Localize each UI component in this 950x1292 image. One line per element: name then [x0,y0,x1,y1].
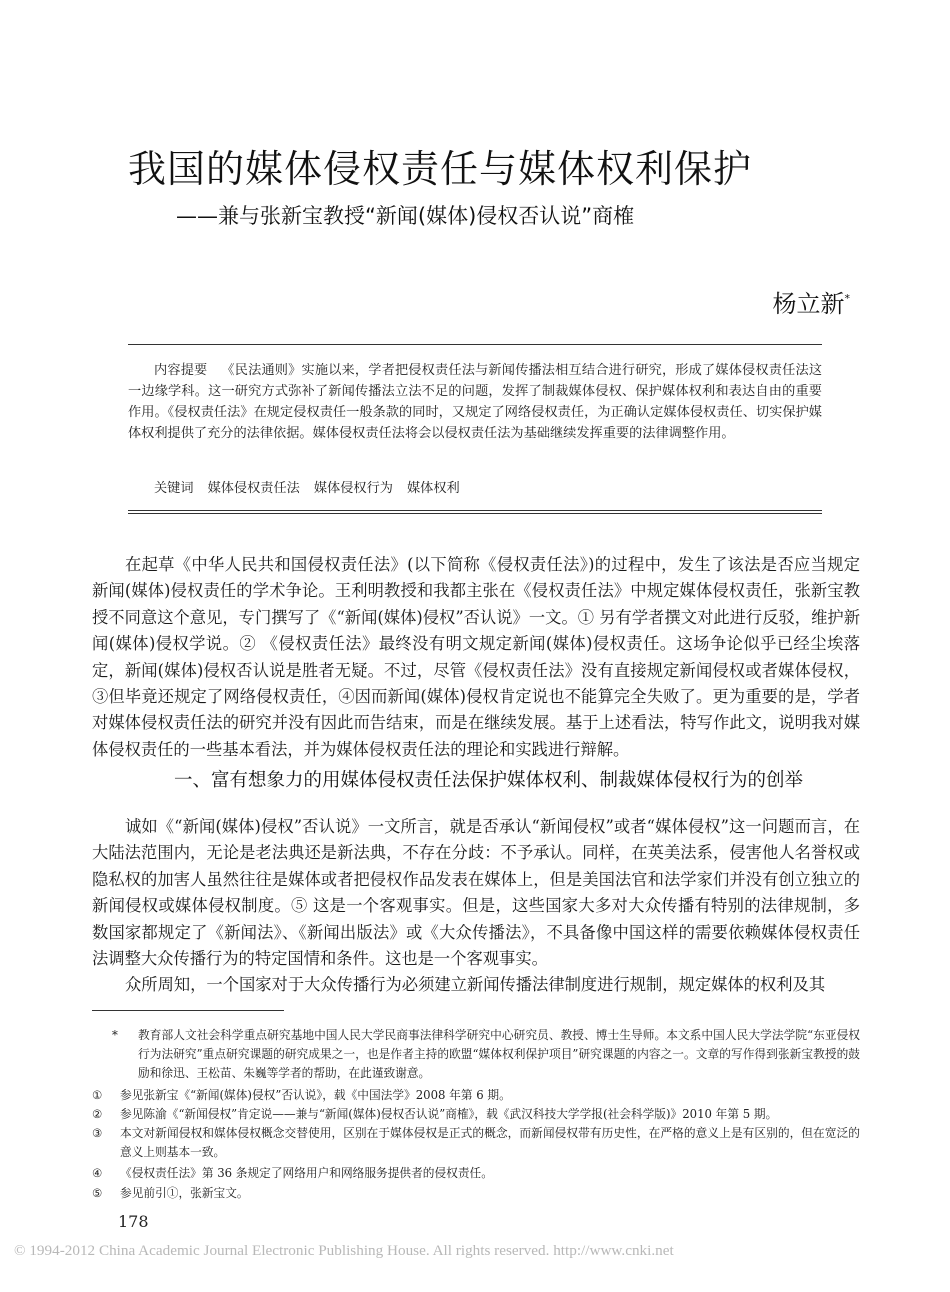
keyword: 媒体权利 [407,481,460,496]
abstract-text: 《民法通则》实施以来，学者把侵权责任法与新闻传播法相互结合进行研究，形成了媒体侵权责任法这一边缘学科。这一研究方式弥补了新闻传播法立法不足的问题，发挥了制裁媒体侵权、保护媒体权利和表达自由的重要作用。《侵权责任法》在规定侵权责任一般条款的同时，又规定了网络侵权责任，为正确认定媒体侵权责任、切实保护媒体权利提供了充分的法律依据。媒体侵权责任法将会以侵权责任法为基础继续发挥重要的法律调整作用。 [128,363,823,441]
footnote-text: 参见前引①，张新宝文。 [120,1186,249,1200]
footnote-1 [92,1086,860,1105]
footnote-mark: ③ [92,1126,103,1140]
abstract-label: 内容提要 [154,363,208,378]
footnote-mark: ⑤ [92,1186,103,1200]
footnote-mark: * [112,1028,118,1042]
article-title: 我国的媒体侵权责任与媒体权利保护 [128,147,753,191]
footnote-mark: ④ [92,1166,103,1180]
footnote-2 [92,1105,860,1124]
footnote-author [92,1026,860,1083]
footnote-text: 《侵权责任法》第 36 条规定了网络用户和网络服务提供者的侵权责任。 [120,1166,493,1180]
footnote-mark: ② [92,1107,103,1121]
body-paragraph: 众所周知，一个国家对于大众传播行为必须建立新闻传播法律制度进行规制，规定媒体的权利及其 [125,975,826,994]
keywords-label: 关键词 [154,481,194,496]
footnote-4 [92,1164,860,1183]
keywords [154,478,822,499]
footnote-text: 参见张新宝《“新闻(媒体)侵权”否认说》，载《中国法学》2008 年第 6 期。 [120,1088,511,1102]
article-subtitle: ——兼与张新宝教授“新闻(媒体)侵权否认说”商榷 [176,204,635,228]
body-paragraph: 诚如《“新闻(媒体)侵权”否认说》一文所言，就是否承认“新闻侵权”或者“媒体侵权”这一问题而言，在大陆法范围内，无论是老法典还是新法典，不存在分歧：不予承认。同样，在英美法系，侵害他人名誉权或隐私权的加害人虽然往往是媒体或者把侵权作品发表在媒体上，但是美国法官和法学家们并没有创立独立的新闻侵权或媒体侵权制度。⑤ 这是一个客观事实。但是，这些国家大多对大众传播有特别的法律规制，多数国家都规定了《新闻法》、《新闻出版法》或《大众传播法》，不具备像中国这样的需要依赖媒体侵权责任法调整大众传播行为的特定国情和条件。这也是一个客观事实。 [92,817,860,969]
body-paragraph-intro: 在起草《中华人民共和国侵权责任法》(以下简称《侵权责任法》)的过程中，发生了该法是否应当规定新闻(媒体)侵权责任的学术争论。王利明教授和我都主张在《侵权责任法》中规定媒体侵权责任，张新宝教授不同意这个意见，专门撰写了《“新闻(媒体)侵权”否认说》一文。① 另有学者撰文对此进行反驳，维护新闻(媒体)侵权学说。② 《侵权责任法》最终没有明文规定新闻(媒体)侵权责任。这场争论似乎已经尘埃落定，新闻(媒体)侵权否认说是胜者无疑。不过，尽管《侵权责任法》没有直接规定新闻侵权或者媒体侵权，③但毕竟还规定了网络侵权责任，④因而新闻(媒体)侵权肯定说也不能算完全失败了。更为重要的是，学者对媒体侵权责任法的研究并没有因此而告结束，而是在继续发展。基于上述看法，特写作此文，说明我对媒体侵权责任的一些基本看法，并为媒体侵权责任法的理论和实践进行辩解。 [92,555,860,759]
abstract [128,360,822,444]
footnote-rule [92,1010,284,1011]
keyword: 媒体侵权行为 [313,481,393,496]
author-footnote-mark[interactable]: * [844,292,850,305]
footnote-mark: ① [92,1088,103,1102]
author-name: 杨立新 [772,290,845,318]
footnote-text: 教育部人文社会科学重点研究基地中国人民大学民商事法律科学研究中心研究员、教授、博士生导师。本文系中国人民大学法学院“东亚侵权行为法研究”重点研究课题的研究成果之一，也是作者主持的欧盟“媒体权利保护项目”研究课题的内容之一。文章的写作得到张新宝教授的鼓励和徐迅、王松苗、朱巍等学者的帮助，在此谨致谢意。 [138,1028,860,1080]
author [700,284,850,319]
footnote-3 [92,1124,860,1162]
abstract-top-rule [128,344,822,345]
section-heading: 一、富有想象力的用媒体侵权责任法保护媒体权利、制裁媒体侵权行为的创举 [174,770,804,791]
keyword: 媒体侵权责任法 [207,481,300,496]
page-number: 178 [118,1212,149,1231]
footnote-5 [92,1184,860,1203]
copyright-watermark: © 1994-2012 China Academic Journal Electronic Publishing House. All rights reserved. http://www.cnki.net [14,1242,674,1259]
footnote-text: 本文对新闻侵权和媒体侵权概念交替使用，区别在于媒体侵权是正式的概念，而新闻侵权带有历史性，在严格的意义上是有区别的，但在宽泛的意义上则基本一致。 [120,1126,860,1159]
abstract-bottom-rule [128,510,822,511]
footnote-text: 参见陈渝《“新闻侵权”肯定说——兼与“新闻(媒体)侵权否认说”商榷》，载《武汉科技大学学报(社会科学版)》2010 年第 5 期。 [120,1107,778,1121]
abstract-bottom-rule-2 [128,513,822,514]
